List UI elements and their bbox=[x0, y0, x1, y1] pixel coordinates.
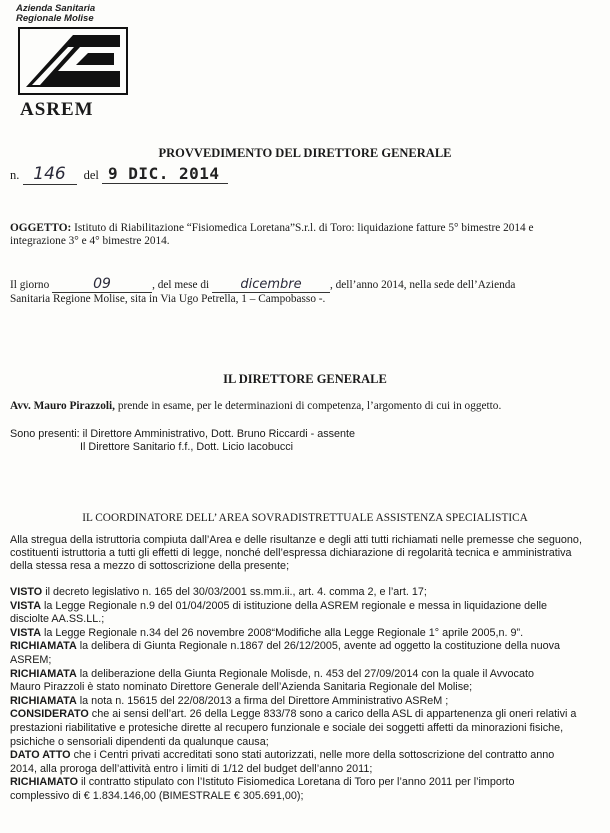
number-row bbox=[10, 164, 228, 185]
presenti-line-1: Sono presenti: il Direttore Amministrativo, Dott. Bruno Riccardi - assente bbox=[10, 428, 356, 440]
date-label: del bbox=[83, 168, 99, 182]
day-value: 09 bbox=[93, 276, 111, 292]
clause-text: il decreto legislativo n. 165 del 30/03/2001 ss.mm.ii., art. 4. comma 2, e l’art. 17; bbox=[42, 586, 427, 598]
giorno-suffix: , dell’anno 2014, nella sede dell’Azienda bbox=[330, 279, 516, 291]
clause-text: il contratto stipulato con l’Istituto Fisiomedica Loretana di Toro per l’anno 2011 per l’importo bbox=[77, 776, 515, 789]
clause-keyword: RICHIAMATA bbox=[10, 667, 77, 680]
clause-keyword: RICHIAMATA bbox=[10, 694, 77, 707]
avv-section bbox=[10, 400, 610, 413]
asrem-logo bbox=[8, 4, 148, 120]
direttore-heading: IL DIRETTORE GENERALE bbox=[223, 372, 387, 386]
coordinatore-heading: IL COORDINATORE DELL’ AREA SOVRADISTRETTUALE ASSISTENZA SPECIALISTICA bbox=[82, 512, 528, 524]
giorno-mid: , del mese di bbox=[152, 279, 210, 291]
clause-text: che i Centri privati accreditati sono stati autorizzati, nelle more della sottoscrizione del contratto anno bbox=[70, 749, 555, 762]
clause-text: la delibera di Giunta Regionale n.1867 del 26/12/2005, avente ad oggetto la costituzione della nuova bbox=[76, 640, 561, 653]
number-value: 146 bbox=[33, 164, 66, 184]
giorno-line-2: Sanitaria Regione Molise, sita in Via Ugo Petrella, 1 – Campobasso -. bbox=[10, 293, 326, 306]
month-value: dicembre bbox=[240, 277, 302, 292]
clause-text: disciolte AA.SS.LL.; bbox=[10, 613, 105, 626]
logo-line-2: Regionale Molise bbox=[16, 13, 94, 24]
clause-text: la Legge Regionale n.34 del 26 novembre 2008“Modifiche alla Legge Regionale 1° aprile 2005,n. 9”. bbox=[41, 626, 524, 639]
avv-text: prende in esame, per le determinazioni di competenza, l’argomento di cui in oggetto. bbox=[117, 400, 502, 412]
clause-text: ASREM; bbox=[10, 653, 52, 666]
oggetto-label: OGGETTO: bbox=[10, 222, 72, 234]
oggetto-line-2: integrazione 3° e 4° bimestre 2014. bbox=[10, 235, 170, 248]
clause-vista-lr34 bbox=[10, 627, 610, 641]
clause-keyword: VISTA bbox=[10, 599, 41, 612]
clause-richiamato bbox=[10, 776, 610, 803]
clause-text: prestazioni riabilitative e protesiche dirette al recupero funzionale e sociale dei soggetti affetti da minorazioni fisiche, bbox=[10, 721, 564, 734]
clause-keyword: RICHIAMATA bbox=[10, 640, 77, 653]
number-field bbox=[23, 164, 77, 185]
date-field bbox=[102, 164, 228, 184]
avv-name: Avv. Mauro Pirazzoli, bbox=[10, 400, 115, 412]
clause-dato-atto bbox=[10, 749, 610, 776]
clause-considerato bbox=[10, 708, 610, 749]
logo-name: ASREM bbox=[20, 99, 94, 120]
day-field bbox=[52, 278, 152, 293]
clause-text: Mauro Pirazzoli è stato nominato Direttore Generale dell’Azienda Sanitaria Regionale del Molise; bbox=[10, 681, 473, 694]
clause-text: la Legge Regionale n.9 del 01/04/2005 di istituzione della ASREM regionale e messa in liquidazione delle bbox=[41, 599, 547, 612]
clause-text: che ai sensi dell’art. 26 della Legge 833/78 sono a carico della ASL di appartenenza gli oneri relativi a bbox=[88, 708, 577, 721]
clause-richiamata-1867 bbox=[10, 640, 610, 667]
clause-keyword: VISTO bbox=[10, 586, 43, 598]
presenti-line-2: Il Direttore Sanitario f.f., Dott. Licio Iacobucci bbox=[80, 441, 294, 454]
clause-richiamata-nota bbox=[10, 695, 610, 709]
clause-text: psichiche o sensoriali dipendenti da qualunque causa; bbox=[10, 735, 269, 748]
clause-text: la deliberazione della Giunta Regionale Molisde, n. 453 del 27/09/2014 con la quale il Avvocato bbox=[76, 667, 534, 680]
clause-text: complessivo di € 1.834.146,00 (BIMESTRALE € 305.691,00); bbox=[10, 789, 304, 802]
number-label: n. bbox=[10, 168, 20, 182]
asrem-emblem-icon bbox=[18, 27, 128, 95]
clause-visto bbox=[10, 586, 610, 600]
presenti-section bbox=[10, 428, 610, 454]
clause-richiamata-453 bbox=[10, 668, 610, 695]
clause-keyword: DATO ATTO bbox=[10, 749, 71, 762]
clause-keyword: RICHIAMATO bbox=[10, 776, 78, 789]
date-stamp: 9 DIC. 2014 bbox=[108, 164, 220, 183]
intro-line: della stessa resa a mezzo di sottoscrizione della presente; bbox=[10, 560, 290, 573]
intro-line: Alla stregua della istruttoria compiuta dall’Area e delle risultanze e degli atti tutti richiamati nelle premesse che seguono, bbox=[10, 534, 582, 546]
clauses-list bbox=[10, 586, 610, 804]
month-field bbox=[212, 278, 330, 293]
intro-line: costituenti istruttoria a tutti gli effetti di legge, nonché dell’espressa dichiarazione di regolarità tecnica e amministrativa bbox=[10, 547, 572, 560]
oggetto-line-1: Istituto di Riabilitazione “Fisiomedica Loretana”S.r.l. di Toro: liquidazione fatture 5° bimestre 2014 e bbox=[74, 222, 534, 234]
intro-paragraph bbox=[10, 534, 610, 574]
logo-line-1: Azienda Sanitaria bbox=[16, 3, 96, 14]
document-title: PROVVEDIMENTO DEL DIRETTORE GENERALE bbox=[158, 146, 452, 160]
clause-text: la nota n. 15615 del 22/08/2013 a firma del Direttore Amministrativo ASReM ; bbox=[76, 694, 449, 707]
clause-keyword: VISTA bbox=[10, 626, 41, 639]
giorno-prefix: Il giorno bbox=[10, 279, 50, 291]
clause-vista-lr9 bbox=[10, 600, 610, 627]
clause-text: 2014, alla proroga dell’attività entro i limiti di 1/12 del budget dell’anno 2011; bbox=[10, 762, 373, 775]
oggetto-section bbox=[10, 222, 610, 248]
giorno-section bbox=[10, 278, 610, 306]
clause-keyword: CONSIDERATO bbox=[10, 708, 89, 721]
